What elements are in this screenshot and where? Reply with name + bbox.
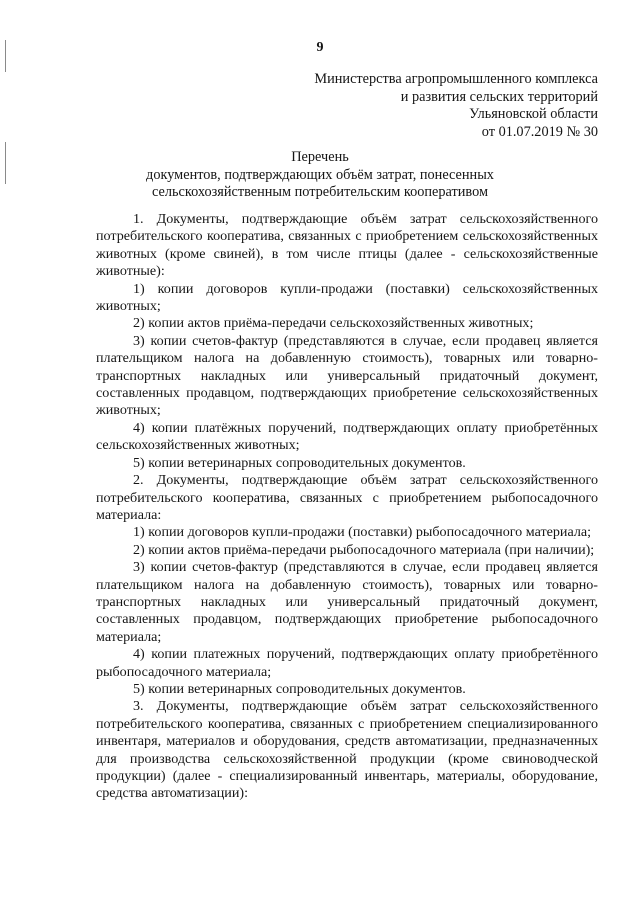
title-heading: Перечень	[291, 149, 349, 165]
title-subtitle-line-1: документов, подтверждающих объём затрат, понесенных	[146, 166, 494, 183]
document-title	[0, 149, 640, 202]
scan-edge-mark-top	[5, 40, 6, 72]
section-3-heading: 3. Документы, подтверждающие объём затрат сельскохозяйственного потребительского кооператива, связанных с приобретением специализированного инвентаря, материалов и оборудования, средств автоматизации, предназначенных для производства сельскохозяйственной продукции (кроме свиноводческой продукции) (далее - специализированный инвентарь, материалы, оборудование, средства автоматизации):	[96, 698, 598, 802]
section-2-item-3: 3) копии счетов-фактур (представляются в случае, если продавец является плательщиком налога на добавленную стоимость), товарных или товарно-транспортных накладных или универсальный придаточный документ, составленных продавцом, подтверждающих приобретение рыбопосадочного материала;	[96, 559, 598, 645]
header-line-development: и развития сельских территорий	[400, 88, 598, 105]
header-line-region: Ульяновской области	[469, 106, 598, 122]
section-1-item-5: 5) копии ветеринарных сопроводительных документов.	[133, 454, 466, 471]
page-number: 9	[316, 40, 324, 55]
section-2-item-4: 4) копии платежных поручений, подтверждающих оплату приобретённого рыбопосадочного материала;	[96, 646, 598, 680]
section-1-item-4: 4) копии платёжных поручений, подтверждающих оплату приобретённых сельскохозяйственных животных;	[96, 419, 598, 454]
section-2-item-1: 1) копии договоров купли-продажи (поставки) рыбопосадочного материала;	[133, 524, 592, 541]
section-1-item-1: 1) копии договоров купли-продажи (поставки) сельскохозяйственных животных;	[96, 280, 598, 315]
title-subtitle-line-2: сельскохозяйственным потребительским кооперативом	[151, 184, 489, 200]
document-body	[96, 211, 598, 803]
section-2-item-5: 5) копии ветеринарных сопроводительных документов.	[133, 680, 466, 697]
section-1-heading: 1. Документы, подтверждающие объём затрат сельскохозяйственного потребительского кооператива, связанных с приобретением сельскохозяйственных животных (кроме свиней), в том числе птицы (далее - сельскохозяйственные животные):	[96, 211, 598, 280]
section-2-heading: 2. Документы, подтверждающие объём затрат сельскохозяйственного потребительского кооператива, связанных с приобретением рыбопосадочного материала:	[96, 472, 598, 523]
header-line-date-number: от 01.07.2019 № 30	[481, 123, 598, 140]
section-2-item-2: 2) копии актов приёма-передачи рыбопосадочного материала (при наличии);	[133, 541, 595, 558]
header-line-ministry: Министерства агропромышленного комплекса	[314, 71, 598, 87]
section-1-item-2: 2) копии актов приёма-передачи сельскохозяйственных животных;	[133, 315, 534, 332]
section-1-item-3: 3) копии счетов-фактур (представляются в случае, если продавец является плательщиком налога на добавленную стоимость), товарных или товарно-транспортных накладных или универсальный придаточный документ, составленных продавцом, подтверждающих приобретение сельскохозяйственных животных;	[96, 332, 598, 419]
document-header	[314, 71, 598, 141]
